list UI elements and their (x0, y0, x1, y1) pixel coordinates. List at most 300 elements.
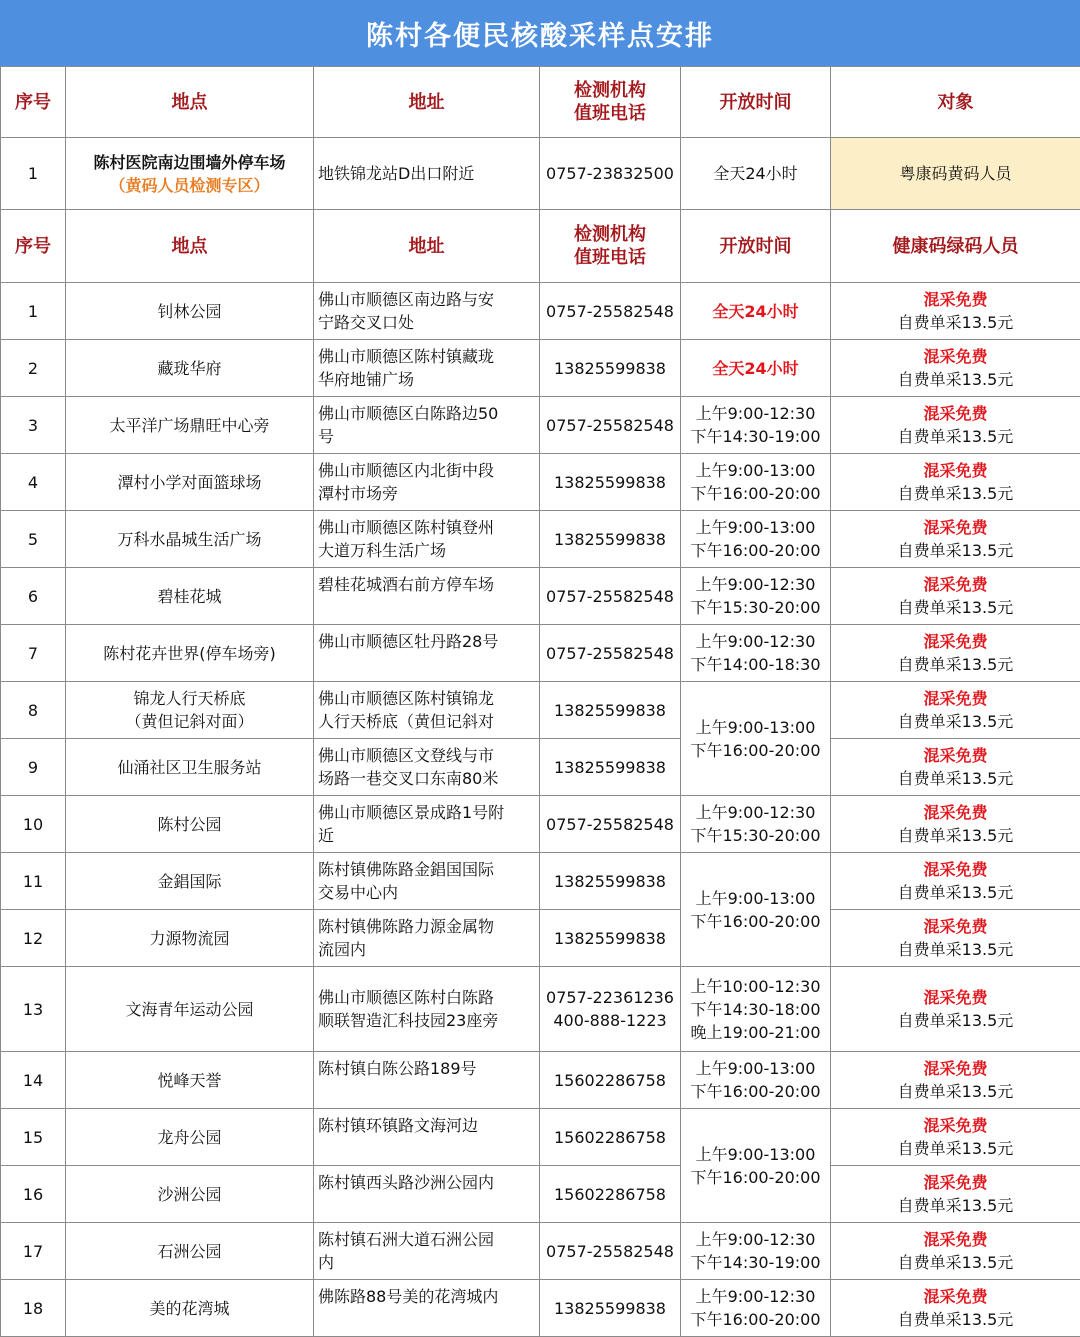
row-address-text (318, 345, 535, 391)
row-address-text (318, 744, 535, 790)
row-fee (831, 1109, 1080, 1166)
row-phone-line: 13825599838 (554, 928, 666, 948)
table-row (1, 340, 1080, 397)
table-row (1, 910, 1080, 967)
row-fee-free: 混采免费 (923, 347, 988, 366)
header-phone-line1: 检测机构 (574, 224, 646, 245)
row-seq: 11 (1, 853, 66, 910)
table-row (1, 1166, 1080, 1223)
row-hours-line: 下午14:30-19:00 (690, 427, 821, 446)
row-phone-line: 13825599838 (554, 1298, 666, 1318)
yellow-row-address: 地铁锦龙站D出口附近 (314, 138, 540, 210)
row-fee-self: 自费单采13.5元 (897, 598, 1014, 617)
row-place-name: 潭村小学对面篮球场 (117, 472, 262, 492)
row-hours-line: 全天24小时 (712, 358, 799, 378)
row-phone (540, 511, 681, 568)
row-place (66, 340, 314, 397)
header-phone (540, 210, 681, 283)
row-fee-free: 混采免费 (923, 290, 988, 309)
row-hours-line: 上午9:00-13:00 (695, 717, 816, 737)
header-row-green (1, 210, 1080, 283)
row-place (66, 853, 314, 910)
header-phone (540, 67, 681, 138)
row-fee (831, 1223, 1080, 1280)
row-address-line: 场路一巷交叉口东南80米 (318, 769, 499, 788)
row-place (66, 796, 314, 853)
row-fee (831, 1052, 1080, 1109)
row-place-name: 碧桂花城 (157, 586, 222, 606)
row-address-text (318, 687, 535, 733)
yellow-row-phone: 0757-23832500 (540, 138, 681, 210)
row-hours (681, 625, 831, 682)
row-address-text (318, 801, 535, 847)
row-address-text (318, 915, 535, 961)
row-address-line: 佛山市顺德区景成路1号附 (318, 803, 505, 822)
row-address (314, 796, 540, 853)
row-address-line: 华府地铺广场 (318, 370, 415, 389)
yellow-row-seq: 1 (1, 138, 66, 210)
row-hours (681, 796, 831, 853)
header-phone-line2: 值班电话 (574, 103, 646, 124)
row-hours (681, 1052, 831, 1109)
schedule-table (0, 66, 1080, 1337)
row-address (314, 1109, 540, 1166)
row-hours-line: 上午9:00-12:30 (695, 1287, 816, 1306)
row-seq: 9 (1, 739, 66, 796)
row-place-name: 金錩国际 (157, 871, 222, 891)
table-row (1, 625, 1080, 682)
row-fee-free: 混采免费 (923, 746, 988, 765)
row-place-name: 钊林公园 (157, 301, 222, 321)
row-address-line: 内 (318, 1253, 335, 1272)
row-hours (681, 283, 831, 340)
row-phone (540, 682, 681, 739)
row-hours-line: 上午10:00-12:30 (690, 976, 821, 996)
row-fee-self: 自费单采13.5元 (897, 883, 1014, 902)
row-hours (681, 1223, 831, 1280)
row-address (314, 1052, 540, 1109)
row-place (66, 682, 314, 739)
row-place-name: 文海青年运动公园 (125, 999, 254, 1019)
row-fee (831, 625, 1080, 682)
row-fee-self: 自费单采13.5元 (897, 1310, 1014, 1329)
row-address-line: 佛山市顺德区陈村镇藏珑 (318, 347, 495, 366)
row-hours-line: 下午16:00-20:00 (690, 1082, 821, 1101)
page-title: 陈村各便民核酸采样点安排 (0, 0, 1080, 66)
row-address-text (318, 288, 535, 334)
row-fee (831, 283, 1080, 340)
row-hours (681, 853, 831, 967)
row-address (314, 454, 540, 511)
row-address-line: 碧桂花城酒右前方停车场 (318, 575, 495, 594)
row-phone-line: 13825599838 (554, 358, 666, 378)
row-phone-line: 0757-25582548 (546, 814, 674, 834)
row-address-text (318, 573, 535, 619)
row-address (314, 511, 540, 568)
row-seq: 16 (1, 1166, 66, 1223)
row-hours (681, 682, 831, 796)
yellow-row-target: 粤康码黄码人员 (831, 138, 1080, 210)
row-fee (831, 397, 1080, 454)
row-hours-line: 下午16:00-20:00 (690, 484, 821, 503)
row-address (314, 340, 540, 397)
row-place-name: 悦峰天誉 (157, 1070, 222, 1090)
table-row (1, 739, 1080, 796)
row-address-line: 佛山市顺德区白陈路边50 (318, 404, 499, 423)
header-phone-line2: 值班电话 (574, 247, 646, 268)
row-seq: 2 (1, 340, 66, 397)
row-seq: 13 (1, 967, 66, 1052)
row-place (66, 1109, 314, 1166)
row-seq: 17 (1, 1223, 66, 1280)
row-place-name: 美的花湾城 (149, 1298, 230, 1318)
row-fee-self: 自费单采13.5元 (897, 313, 1014, 332)
yellow-row-place-name: 陈村医院南边围墙外停车场 (93, 152, 286, 172)
row-fee-free: 混采免费 (923, 518, 988, 537)
row-phone (540, 739, 681, 796)
row-place (66, 397, 314, 454)
row-fee (831, 682, 1080, 739)
row-address-line: 陈村镇环镇路文海河边 (318, 1116, 479, 1135)
row-address-line: 佛山市顺德区内北街中段 (318, 461, 495, 480)
row-phone (540, 1223, 681, 1280)
row-place-name: 石洲公园 (157, 1241, 222, 1261)
table-row (1, 1052, 1080, 1109)
row-place (66, 454, 314, 511)
row-seq: 14 (1, 1052, 66, 1109)
row-address-text (318, 986, 535, 1032)
row-fee-self: 自费单采13.5元 (897, 1139, 1014, 1158)
row-address (314, 625, 540, 682)
row-fee (831, 511, 1080, 568)
row-phone (540, 625, 681, 682)
row-address-line: 陈村镇佛陈路金錩国国际 (318, 860, 495, 879)
header-phone-line1: 检测机构 (574, 80, 646, 101)
row-phone-line: 0757-22361236 (546, 988, 674, 1007)
row-hours (681, 1280, 831, 1337)
header-target: 对象 (831, 67, 1080, 138)
row-seq: 18 (1, 1280, 66, 1337)
row-address-text (318, 459, 535, 505)
row-fee (831, 796, 1080, 853)
row-address (314, 739, 540, 796)
row-fee (831, 967, 1080, 1052)
row-hours (681, 967, 831, 1052)
row-place (66, 739, 314, 796)
row-address-line: 佛山市顺德区牡丹路28号 (318, 632, 499, 651)
row-hours (681, 511, 831, 568)
row-fee-self: 自费单采13.5元 (897, 712, 1014, 731)
row-hours-line: 下午16:00-20:00 (690, 541, 821, 560)
row-address-text (318, 1171, 535, 1217)
row-address-line: 大道万科生活广场 (318, 541, 447, 560)
table-row (1, 397, 1080, 454)
row-address-line: 佛山市顺德区陈村白陈路 (318, 988, 495, 1007)
header-hours: 开放时间 (681, 210, 831, 283)
row-place (66, 910, 314, 967)
row-hours-line: 下午16:00-20:00 (690, 1310, 821, 1329)
row-place-name: 沙洲公园 (157, 1184, 222, 1204)
row-place-name: 力源物流园 (149, 928, 230, 948)
row-hours-line: 上午9:00-13:00 (695, 888, 816, 908)
row-phone (540, 568, 681, 625)
row-place-name: 万科水晶城生活广场 (117, 529, 262, 549)
row-address-text (318, 1228, 535, 1274)
row-fee (831, 454, 1080, 511)
row-fee-self: 自费单采13.5元 (897, 370, 1014, 389)
row-address-text (318, 1114, 535, 1160)
row-phone (540, 796, 681, 853)
row-address (314, 853, 540, 910)
row-address-text (318, 1285, 535, 1331)
row-seq: 5 (1, 511, 66, 568)
row-fee-free: 混采免费 (923, 988, 988, 1007)
row-address-line: 近 (318, 826, 335, 845)
row-fee-free: 混采免费 (923, 1059, 988, 1078)
row-address-line: 宁路交叉口处 (318, 313, 415, 332)
row-phone (540, 853, 681, 910)
row-hours-line: 上午9:00-12:30 (695, 803, 816, 822)
row-place-name: 龙舟公园 (157, 1127, 222, 1147)
header-row (1, 67, 1080, 138)
row-hours-line: 下午14:30-19:00 (690, 1253, 821, 1272)
row-address (314, 910, 540, 967)
row-address-line: 佛山市顺德区陈村镇登州 (318, 518, 495, 537)
row-phone-line: 0757-25582548 (546, 301, 674, 321)
row-seq: 12 (1, 910, 66, 967)
row-hours-line: 上午9:00-12:30 (695, 1230, 816, 1249)
row-address (314, 283, 540, 340)
row-phone (540, 1280, 681, 1337)
row-hours-line: 下午16:00-20:00 (690, 1167, 821, 1187)
row-fee-free: 混采免费 (923, 404, 988, 423)
row-address-text (318, 630, 535, 676)
header-seq: 序号 (1, 67, 66, 138)
header-place: 地点 (66, 210, 314, 283)
row-place (66, 1223, 314, 1280)
table-row (1, 1280, 1080, 1337)
row-hours-line: 下午14:00-18:30 (690, 655, 821, 674)
row-hours-line: 上午9:00-13:00 (695, 461, 816, 480)
row-phone-line: 15602286758 (554, 1070, 666, 1090)
table-row (1, 283, 1080, 340)
row-hours-line: 下午16:00-20:00 (690, 740, 821, 760)
row-fee-free: 混采免费 (923, 1173, 988, 1192)
row-place (66, 511, 314, 568)
row-hours (681, 340, 831, 397)
row-seq: 7 (1, 625, 66, 682)
row-hours-line: 上午9:00-12:30 (695, 632, 816, 651)
row-place (66, 568, 314, 625)
row-address (314, 1223, 540, 1280)
row-phone (540, 910, 681, 967)
yellow-row-place-note: （黄码人员检测专区） (109, 175, 270, 195)
row-place-name: 陈村公园 (157, 814, 222, 834)
row-place (66, 967, 314, 1052)
row-phone (540, 340, 681, 397)
row-fee-free: 混采免费 (923, 461, 988, 480)
yellow-row-hours: 全天24小时 (681, 138, 831, 210)
row-fee-self: 自费单采13.5元 (897, 769, 1014, 788)
row-seq: 1 (1, 283, 66, 340)
row-hours (681, 397, 831, 454)
row-fee-self: 自费单采13.5元 (897, 1196, 1014, 1215)
row-place (66, 1280, 314, 1337)
row-address (314, 682, 540, 739)
row-phone (540, 283, 681, 340)
row-fee-self: 自费单采13.5元 (897, 541, 1014, 560)
row-phone (540, 454, 681, 511)
row-fee-free: 混采免费 (923, 860, 988, 879)
row-hours-line: 上午9:00-12:30 (695, 404, 816, 423)
row-seq: 4 (1, 454, 66, 511)
row-address-line: 潭村市场旁 (318, 484, 399, 503)
header-seq: 序号 (1, 210, 66, 283)
row-place-name: 锦龙人行天桥底 (133, 689, 246, 708)
row-phone-line: 400-888-1223 (553, 1011, 667, 1030)
row-address (314, 967, 540, 1052)
row-phone-line: 15602286758 (554, 1184, 666, 1204)
row-place-name: 太平洋广场鼎旺中心旁 (109, 415, 270, 435)
row-phone-line: 13825599838 (554, 472, 666, 492)
row-fee (831, 853, 1080, 910)
row-place (66, 1166, 314, 1223)
row-hours-line: 全天24小时 (712, 301, 799, 321)
row-fee-free: 混采免费 (923, 917, 988, 936)
row-seq: 10 (1, 796, 66, 853)
row-fee (831, 739, 1080, 796)
row-fee-free: 混采免费 (923, 1230, 988, 1249)
row-address-text (318, 1057, 535, 1103)
row-hours-line: 上午9:00-13:00 (695, 1144, 816, 1164)
row-place (66, 1052, 314, 1109)
table-row (1, 967, 1080, 1052)
row-fee-self: 自费单采13.5元 (897, 1011, 1014, 1030)
row-address (314, 1166, 540, 1223)
row-phone (540, 967, 681, 1052)
table-row (1, 454, 1080, 511)
row-address (314, 1280, 540, 1337)
row-address-text (318, 402, 535, 448)
row-fee-free: 混采免费 (923, 575, 988, 594)
row-hours-line: 下午15:30-20:00 (690, 826, 821, 845)
row-address-line: 佛山市顺德区陈村镇锦龙 (318, 689, 495, 708)
row-address-text (318, 516, 535, 562)
row-fee-free: 混采免费 (923, 803, 988, 822)
header-place: 地点 (66, 67, 314, 138)
yellow-row-place (66, 138, 314, 210)
header-hours: 开放时间 (681, 67, 831, 138)
row-place (66, 625, 314, 682)
row-hours (681, 1109, 831, 1223)
row-address-line: 号 (318, 427, 335, 446)
row-phone-line: 13825599838 (554, 871, 666, 891)
header-address: 地址 (314, 210, 540, 283)
row-fee-self: 自费单采13.5元 (897, 1082, 1014, 1101)
row-fee-self: 自费单采13.5元 (897, 940, 1014, 959)
row-fee (831, 910, 1080, 967)
row-address-line: 顺联智造汇科技园23座旁 (318, 1011, 499, 1030)
row-place-note: （黄但记斜对面） (125, 712, 254, 731)
row-address-line: 陈村镇西头路沙洲公园内 (318, 1173, 495, 1192)
row-hours-line: 下午14:30-18:00 (690, 999, 821, 1019)
row-phone (540, 1052, 681, 1109)
row-fee-self: 自费单采13.5元 (897, 1253, 1014, 1272)
row-address-line: 佛山市顺德区文登线与市 (318, 746, 495, 765)
row-phone-line: 13825599838 (554, 700, 666, 720)
row-hours-line: 下午15:30-20:00 (690, 598, 821, 617)
row-address-line: 陈村镇石洲大道石洲公园 (318, 1230, 495, 1249)
row-seq: 15 (1, 1109, 66, 1166)
row-fee (831, 340, 1080, 397)
row-address-line: 人行天桥底（黄但记斜对 (318, 712, 495, 731)
row-address (314, 568, 540, 625)
row-fee-free: 混采免费 (923, 1287, 988, 1306)
row-hours-line: 上午9:00-13:00 (695, 1059, 816, 1078)
row-address-line: 交易中心内 (318, 883, 399, 902)
table-row (1, 682, 1080, 739)
row-fee-free: 混采免费 (923, 689, 988, 708)
row-hours-line: 晚上19:00-21:00 (690, 1022, 821, 1042)
row-seq: 8 (1, 682, 66, 739)
yellow-code-row (1, 138, 1080, 210)
row-phone-line: 0757-25582548 (546, 586, 674, 606)
row-address (314, 397, 540, 454)
row-hours-line: 下午16:00-20:00 (690, 911, 821, 931)
row-phone-line: 13825599838 (554, 757, 666, 777)
row-fee (831, 1280, 1080, 1337)
row-fee-self: 自费单采13.5元 (897, 655, 1014, 674)
table-row (1, 568, 1080, 625)
row-phone (540, 397, 681, 454)
row-address-line: 陈村镇佛陈路力源金属物 (318, 917, 495, 936)
row-seq: 3 (1, 397, 66, 454)
row-address-text (318, 858, 535, 904)
row-phone (540, 1166, 681, 1223)
row-place-name: 藏珑华府 (157, 358, 222, 378)
row-phone-line: 0757-25582548 (546, 415, 674, 435)
row-fee-free: 混采免费 (923, 1116, 988, 1135)
header-target-green: 健康码绿码人员 (831, 210, 1080, 283)
row-fee-self: 自费单采13.5元 (897, 484, 1014, 503)
row-address-line: 佛山市顺德区南边路与安 (318, 290, 495, 309)
row-hours (681, 454, 831, 511)
row-seq: 6 (1, 568, 66, 625)
row-address-line: 流园内 (318, 940, 367, 959)
table-row (1, 1223, 1080, 1280)
row-address-line: 佛陈路88号美的花湾城内 (318, 1287, 499, 1306)
row-hours-line: 上午9:00-13:00 (695, 518, 816, 537)
row-place (66, 283, 314, 340)
row-fee (831, 1166, 1080, 1223)
header-address: 地址 (314, 67, 540, 138)
row-hours (681, 568, 831, 625)
table-row (1, 1109, 1080, 1166)
row-fee-self: 自费单采13.5元 (897, 427, 1014, 446)
table-row (1, 853, 1080, 910)
row-phone-line: 15602286758 (554, 1127, 666, 1147)
row-phone (540, 1109, 681, 1166)
table-row (1, 796, 1080, 853)
row-address-line: 陈村镇白陈公路189号 (318, 1059, 477, 1078)
row-fee (831, 568, 1080, 625)
row-hours-line: 上午9:00-12:30 (695, 575, 816, 594)
row-phone-line: 13825599838 (554, 529, 666, 549)
row-phone-line: 0757-25582548 (546, 1241, 674, 1261)
row-fee-self: 自费单采13.5元 (897, 826, 1014, 845)
row-phone-line: 0757-25582548 (546, 643, 674, 663)
row-place-name: 仙涌社区卫生服务站 (117, 757, 262, 777)
